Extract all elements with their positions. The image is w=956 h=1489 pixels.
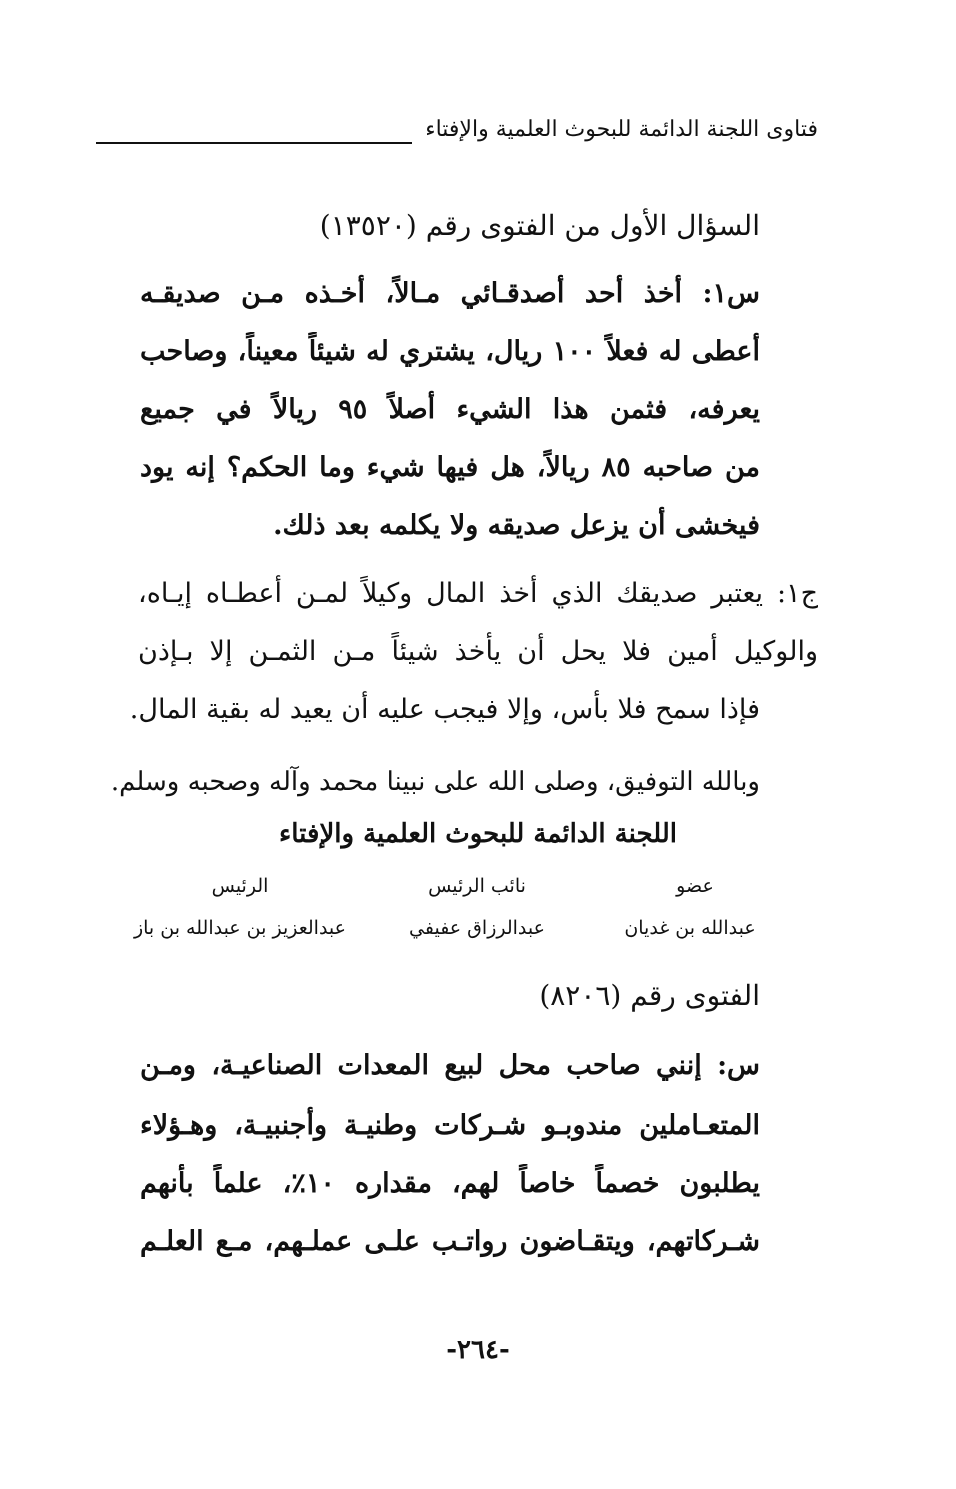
signatory-name-president: عبدالعزيز بن عبدالله بن باز — [133, 917, 347, 939]
running-header-title: فتاوى اللجنة الدائمة للبحوث العلمية والإفتاء — [425, 117, 818, 142]
signatory-role-vice-president: نائب الرئيس — [428, 875, 526, 897]
fatwa2-heading: الفتوى رقم (٨٢٠٦) — [539, 979, 760, 1012]
fatwa1-answer-line: فإذا سمح فلا بأس، وإلا فيجب عليه أن يعيد له بقية المال. — [129, 694, 760, 725]
fatwa1-question-line: من صاحبه ٨٥ ريالاً، هل فيها شيء وما الحكم؟ إنه يود — [140, 452, 760, 483]
fatwa1-question-line: س١: أخذ أحد أصدقـائي مـالاً، أخـذه مـن صديقـه — [140, 278, 760, 309]
fatwa2-question-line: المتعـاملين مندوبـو شـركات وطنيـة وأجنبيـة، وهـؤلاء — [140, 1110, 760, 1141]
signatory-name-member: عبدالله بن غديان — [624, 917, 756, 939]
fatwa1-heading: السؤال الأول من الفتوى رقم (١٣٥٢٠) — [319, 209, 760, 242]
signatory-role-president: الرئيس — [211, 875, 269, 897]
fatwa1-question-line: فيخشى أن يزعل صديقه ولا يكلمه بعد ذلك. — [273, 510, 760, 541]
fatwa1-answer-line: ج١: يعتبر صديقك الذي أخذ المال وكيلاً لمـن أعطـاه إيـاه، — [138, 578, 818, 609]
running-header — [96, 116, 818, 156]
fatwa2-question-line: شـركاتهم، ويتقـاضون رواتـب علـى عملـهم، مـع العلـم — [140, 1226, 760, 1257]
signatory-role-member: عضو — [676, 875, 714, 897]
page-number: -٢٦٤- — [446, 1335, 510, 1365]
header-rule — [96, 142, 412, 144]
fatwa2-question-line: يطلبون خصماً خاصاً لهم، مقداره ١٠٪، علماً بأنهم — [140, 1168, 760, 1199]
signatory-name-vice-president: عبدالرزاق عفيفي — [409, 917, 545, 939]
fatwa1-closing: وبالله التوفيق، وصلى الله على نبينا محمد وآله وصحبه وسلم. — [110, 767, 760, 797]
fatwa1-question-line: يعرفه، فثمن هذا الشيء أصلاً ٩٥ ريالاً في جميع — [140, 394, 760, 425]
committee-name: اللجنة الدائمة للبحوث العلمية والإفتاء — [279, 819, 677, 849]
fatwa2-question-line: س: إنني صاحب محل لبيع المعدات الصناعيـة، ومـن — [140, 1050, 760, 1081]
fatwa1-answer-line: والوكيل أمين فلا يحل أن يأخذ شيئاً مـن الثمـن إلا بـإذن — [138, 636, 818, 667]
fatwa1-question-line: أعطى له فعلاً ١٠٠ ريال، يشتري له شيئاً معيناً، وصاحب — [140, 336, 760, 367]
